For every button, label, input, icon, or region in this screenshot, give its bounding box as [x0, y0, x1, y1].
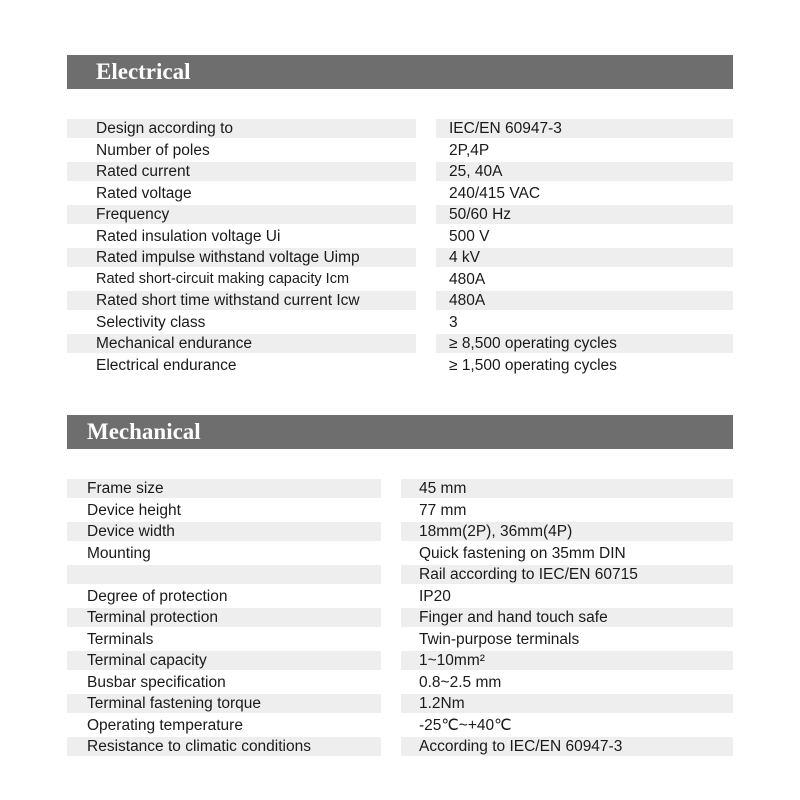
- spec-label: Mounting: [87, 544, 151, 562]
- table-row: [67, 269, 733, 291]
- spec-label: Busbar specification: [87, 673, 226, 691]
- table-row: [67, 521, 733, 543]
- spec-value: Rail according to IEC/EN 60715: [401, 565, 733, 584]
- spec-label: Terminals: [87, 630, 154, 648]
- spec-label: Rated voltage: [96, 184, 192, 202]
- table-row: [67, 672, 733, 694]
- spec-label: Degree of protection: [87, 587, 228, 605]
- spec-label: Design according to: [67, 119, 416, 138]
- electrical-section-header: Electrical: [67, 55, 733, 89]
- spec-label: Rated short time withstand current Icw: [67, 291, 416, 310]
- spec-label: Rated short-circuit making capacity Icm: [96, 270, 350, 287]
- spec-label: Rated current: [67, 162, 416, 181]
- spec-value: 2P,4P: [449, 141, 490, 159]
- spec-value: 480A: [449, 270, 486, 288]
- spec-label: Selectivity class: [96, 313, 206, 331]
- spec-value: 4 kV: [436, 248, 733, 267]
- spec-value: 500 V: [449, 227, 490, 245]
- spec-value: 3: [449, 313, 458, 331]
- spec-label: Electrical endurance: [96, 356, 237, 374]
- spec-value: Quick fastening on 35mm DIN: [419, 544, 626, 562]
- table-row: [67, 736, 733, 758]
- spec-value: 0.8~2.5 mm: [419, 673, 502, 691]
- spec-label: [67, 565, 381, 584]
- table-row: [67, 333, 733, 355]
- spec-label: Device width: [67, 522, 381, 541]
- spec-label: Terminal fastening torque: [67, 694, 381, 713]
- spec-value: ≥ 1,500 operating cycles: [449, 356, 617, 374]
- table-row: [67, 290, 733, 312]
- table-row: [67, 226, 733, 248]
- spec-label: Resistance to climatic conditions: [67, 737, 381, 756]
- spec-value: 45 mm: [401, 479, 733, 498]
- spec-value: -25℃~+40℃: [419, 716, 512, 734]
- spec-value: Finger and hand touch safe: [401, 608, 733, 627]
- spec-value: 240/415 VAC: [449, 184, 541, 202]
- table-row: [67, 693, 733, 715]
- table-row: [67, 204, 733, 226]
- spec-label: Terminal capacity: [67, 651, 381, 670]
- spec-value: 50/60 Hz: [436, 205, 733, 224]
- spec-value: Twin-purpose terminals: [419, 630, 580, 648]
- spec-value: 18mm(2P), 36mm(4P): [401, 522, 733, 541]
- spec-value: 1.2Nm: [401, 694, 733, 713]
- table-row: [67, 478, 733, 500]
- mechanical-spec-table: [67, 478, 733, 758]
- spec-value: IEC/EN 60947-3: [436, 119, 733, 138]
- mechanical-section-header: Mechanical: [67, 415, 733, 449]
- spec-label: Terminal protection: [67, 608, 381, 627]
- table-row: [67, 586, 733, 608]
- table-row: [67, 312, 733, 334]
- spec-label: Mechanical endurance: [67, 334, 416, 353]
- spec-label: Device height: [87, 501, 181, 519]
- spec-value: According to IEC/EN 60947-3: [401, 737, 733, 756]
- spec-label: Rated insulation voltage Ui: [96, 227, 281, 245]
- spec-value: 480A: [436, 291, 733, 310]
- electrical-spec-table: [67, 118, 733, 376]
- spec-value: 1~10mm²: [401, 651, 733, 670]
- spec-value: 77 mm: [419, 501, 467, 519]
- table-row: [67, 500, 733, 522]
- table-row: [67, 715, 733, 737]
- table-row: [67, 543, 733, 565]
- spec-label: Frequency: [67, 205, 416, 224]
- table-row: [67, 607, 733, 629]
- table-row: [67, 355, 733, 377]
- table-row: [67, 161, 733, 183]
- table-row: [67, 118, 733, 140]
- spec-label: Frame size: [67, 479, 381, 498]
- table-row: [67, 140, 733, 162]
- table-row: [67, 247, 733, 269]
- table-row: [67, 650, 733, 672]
- table-row: [67, 564, 733, 586]
- spec-value: ≥ 8,500 operating cycles: [436, 334, 733, 353]
- spec-label: Operating temperature: [87, 716, 243, 734]
- spec-value: IP20: [419, 587, 451, 605]
- spec-label: Number of poles: [96, 141, 210, 159]
- spec-value: 25, 40A: [436, 162, 733, 181]
- table-row: [67, 183, 733, 205]
- table-row: [67, 629, 733, 651]
- spec-label: Rated impulse withstand voltage Uimp: [67, 248, 416, 267]
